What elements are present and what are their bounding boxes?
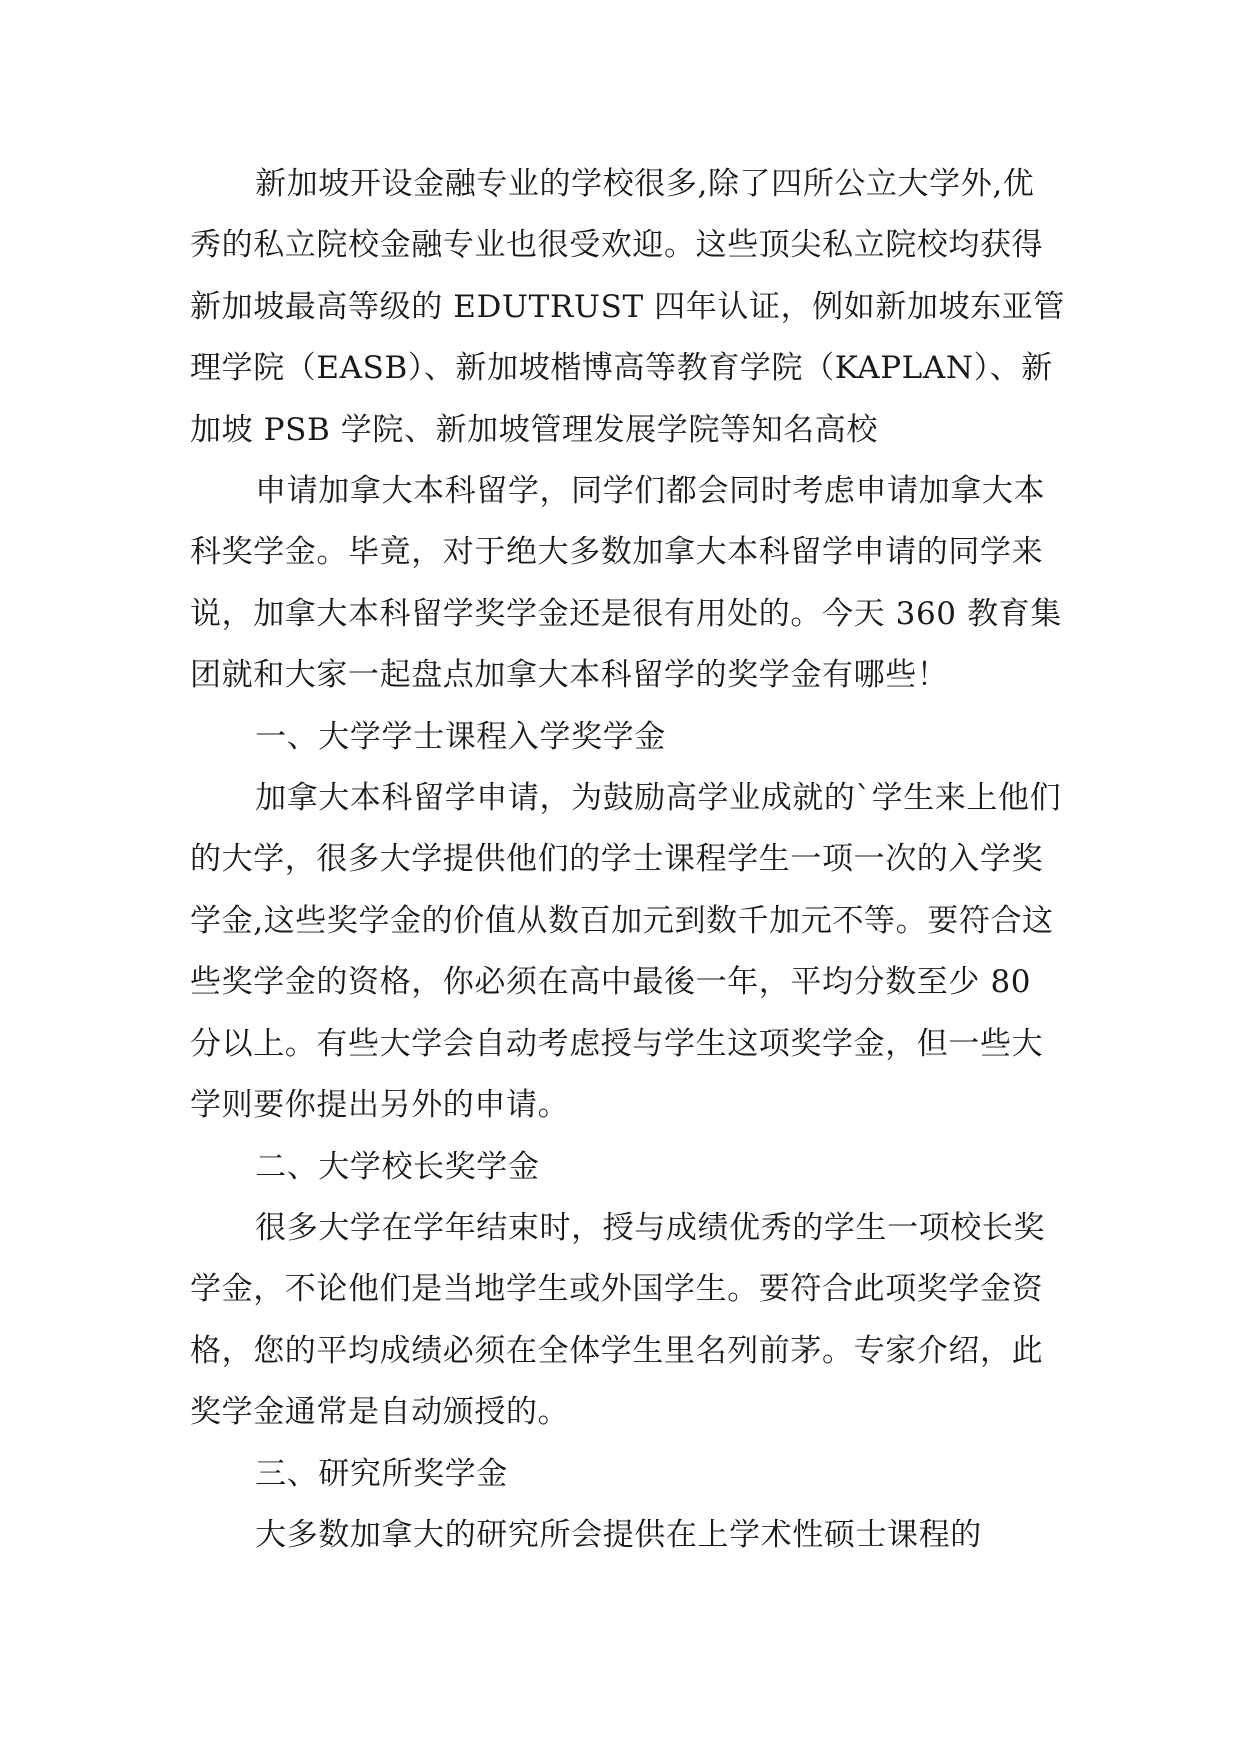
heading-bachelor-entrance-scholarship: 一、大学学士课程入学奖学金 (255, 718, 666, 755)
paragraph-graduate-scholarship: 大多数加拿大的研究所会提供在上学术性硕士课程的 (255, 1516, 982, 1553)
document-body (190, 154, 1065, 1566)
heading-president-scholarship: 二、大学校长奖学金 (255, 1148, 540, 1185)
paragraph-president-scholarship: 很多大学在学年结束时，授与成绩优秀的学生一项校长奖学金，不论他们是当地学生或外国学生。要符合此项奖学金资格，您的平均成绩必须在全体学生里名列前茅。专家介绍，此奖学金通常是自动颁授的。 (190, 1209, 1046, 1431)
paragraph-singapore-finance: 新加坡开设金融专业的学校很多,除了四所公立大学外,优秀的私立院校金融专业也很受欢迎。这些顶尖私立院校均获得新加坡最高等级的 EDUTRUST 四年认证，例如新加坡东亚管理学院（EASB）、新加坡楷博高等教育学院（KAPLAN）、新加坡 PSB 学院、新加坡管理发展学院等知名高校 (190, 166, 1065, 448)
heading-graduate-scholarship: 三、研究所奖学金 (255, 1455, 508, 1492)
paragraph-bachelor-entrance-scholarship: 加拿大本科留学申请，为鼓励高学业成就的`学生来上他们的大学，很多大学提供他们的学士课程学生一项一次的入学奖学金,这些奖学金的价值从数百加元到数千加元不等。要符合这些奖学金的资格，你必须在高中最後一年，平均分数至少 80 分以上。有些大学会自动考虑授与学生这项奖学金，但一些大学则要你提出另外的申请。 (190, 780, 1062, 1124)
paragraph-canada-intro: 申请加拿大本科留学，同学们都会同时考虑申请加拿大本科奖学金。毕竟，对于绝大多数加拿大本科留学申请的同学来说，加拿大本科留学奖学金还是很有用处的。今天 360 教育集团就和大家一起盘点加拿大本科留学的奖学金有哪些！ (190, 473, 1062, 694)
